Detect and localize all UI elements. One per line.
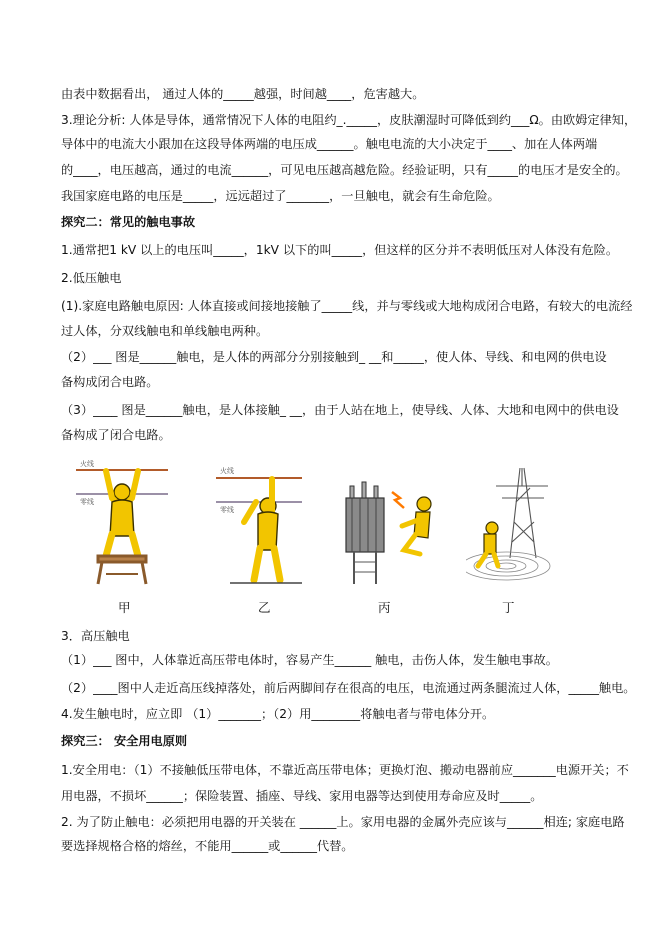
- spark-icon: [392, 492, 404, 508]
- person-icon: [244, 479, 280, 580]
- figure-jia: [76, 456, 168, 586]
- text-line: 2. 为了防止触电：必须把用电器的开关装在 ______上。家用电器的金属外壳应该与______相连; 家庭电路: [61, 815, 625, 829]
- section-heading: 探究二：常见的触电事故: [61, 215, 196, 229]
- text-line: 3.理论分析: 人体是导体，通常情况下人体的电阻约_._____，皮肤潮湿时可降低到约___Ω。由欧姆定律知，: [61, 113, 637, 127]
- text-line: 导体中的电流大小跟加在这段导体两端的电压成______。触电电流的大小决定于____、加在人体两端: [61, 137, 598, 151]
- text-line: 3．高压触电: [61, 629, 130, 643]
- text-line: 我国家庭电路的电压是_____，远远超过了_______，一旦触电，就会有生命危险。: [61, 189, 500, 203]
- figure-yi: [216, 462, 302, 586]
- text-line: 4.发生触电时，应立即 （1）_______；（2）用________将触电者与带电体分开。: [61, 707, 495, 721]
- wooden-stool-icon: [98, 556, 146, 584]
- figure-label-yi: 乙: [258, 600, 271, 615]
- person-icon: [478, 522, 498, 566]
- person-icon: [402, 497, 431, 554]
- live-wire-label: 火线: [80, 460, 94, 468]
- figure-bing: [340, 468, 440, 586]
- text-line: 1.通常把1 kV 以上的电压叫_____，1kV 以下的叫_____，但这样的区分并不表明低压对人体没有危险。: [61, 243, 619, 257]
- person-icon: [106, 471, 138, 556]
- text-line: 备构成了闭合电路。: [61, 428, 171, 442]
- live-wire-label: 火线: [220, 467, 234, 475]
- text-line: 的____，电压越高，通过的电流______，可见电压越高越危险。经验证明，只有_____的电压才是安全的。: [61, 163, 628, 177]
- power-tower-icon: [496, 468, 548, 558]
- figure-label-ding: 丁: [502, 600, 515, 615]
- text-line: 备构成闭合电路。: [61, 375, 159, 389]
- neutral-wire-label: 零线: [220, 506, 234, 514]
- figure-label-bing: 丙: [378, 600, 391, 615]
- text-line: 过人体，分双线触电和单线触电两种。: [61, 324, 269, 338]
- text-line: （1）___ 图中，人体靠近高压带电体时，容易产生______ 触电，击伤人体，发生触电事故。: [61, 653, 558, 667]
- section-heading: 探究三： 安全用电原则: [61, 734, 188, 748]
- text-line: （2）____图中人走近高压线掉落处，前后两脚间存在很高的电压，电流通过两条腿流过人体，_____触电。: [61, 681, 636, 695]
- text-line: 2.低压触电: [61, 271, 122, 285]
- text-line: (1).家庭电路触电原因: 人体直接或间接地接触了_____线，并与零线或大地构成闭合电路，有较大的电流经: [61, 299, 633, 313]
- neutral-wire-label: 零线: [80, 498, 94, 506]
- text-line: 要选择规格合格的熔丝，不能用______或______代替。: [61, 839, 354, 853]
- text-line: （2）___ 图是______触电，是人体的两部分分别接触到_ __和_____，使人体、导线、和电网的供电设: [61, 350, 607, 364]
- figure-label-jia: 甲: [118, 600, 131, 615]
- text-line: 由表中数据看出， 通过人体的_____越强，时间越____，危害越大。: [61, 87, 425, 101]
- text-line: 1.安全用电：（1）不接触低压带电体，不靠近高压带电体；更换灯泡、搬动电器前应_______电源开关；不: [61, 763, 629, 777]
- figure-ding: [466, 462, 558, 586]
- transformer-icon: [346, 482, 384, 584]
- text-line: 用电器，不损坏______；保险装置、插座、导线、家用电器等达到使用寿命应及时_____。: [61, 789, 543, 803]
- text-line: （3）____ 图是______触电，是人体接触_ __，由于人站在地上，使导线、人体、大地和电网中的供电设: [61, 403, 619, 417]
